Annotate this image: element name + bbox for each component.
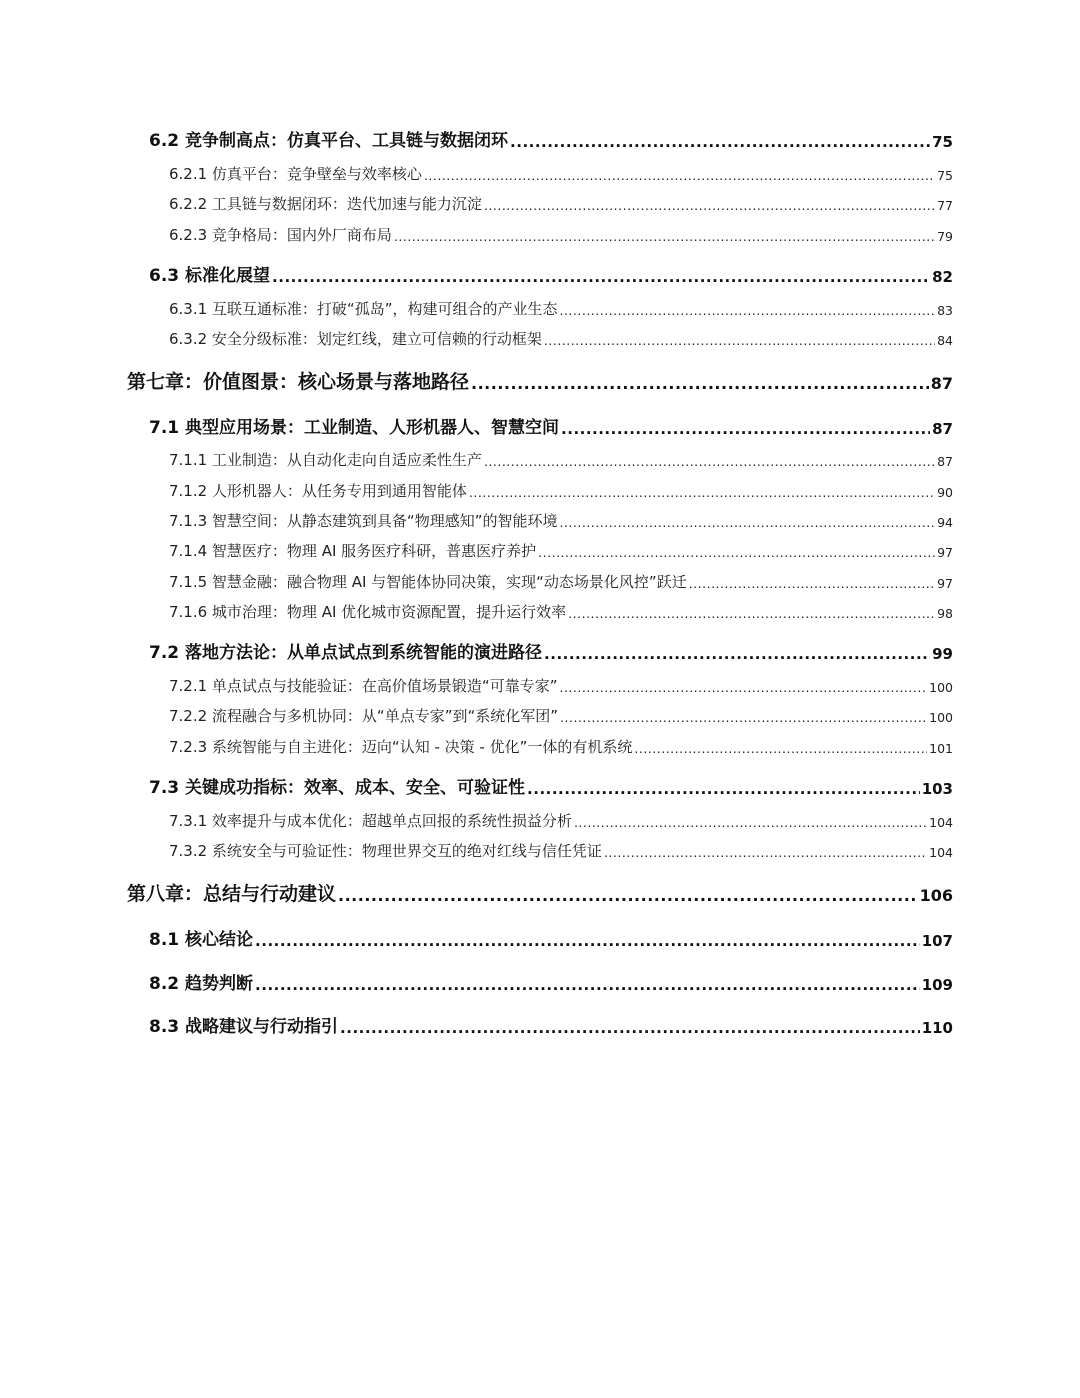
toc-entry [149,132,953,152]
toc-entry-page: 103 [921,780,953,799]
toc-entry [169,843,953,860]
toc-entry-page: 83 [937,302,953,318]
toc-entry-title: 7.1.1 工业制造：从自动化走向自适应柔性生产 [169,451,482,469]
toc-entry-page: 110 [921,1019,953,1038]
toc-entry [149,644,953,664]
toc-entry-page: 79 [937,228,953,244]
toc-entry [127,884,953,906]
toc-entry-title: 6.3.1 互联互通标准：打破“孤岛”，构建可组合的产业生态 [169,300,558,318]
toc-entry-page: 100 [929,679,953,695]
toc-entry [169,604,953,621]
toc-entry [169,543,953,560]
toc-entry-title: 7.3.1 效率提升与成本优化：超越单点回报的系统性损益分析 [169,812,572,830]
toc-leader-dots [484,199,935,213]
toc-entry-title: 7.3 关键成功指标：效率、成本、安全、可验证性 [149,778,526,798]
toc-entry [169,227,953,244]
toc-entry-page: 104 [929,814,953,830]
toc-entry-page: 87 [932,420,953,439]
toc-entry-title: 7.1.5 智慧金融：融合物理 AI 与智能体协同决策，实现“动态场景化风控”跃迁 [169,573,687,591]
toc-entry-page: 84 [937,332,953,348]
toc-entry-page: 109 [921,976,953,995]
toc-entry-title: 7.1.4 智慧医疗：物理 AI 服务医疗科研，普惠医疗养护 [169,542,537,560]
toc-entry [127,372,953,394]
toc-leader-dots [559,304,935,318]
toc-entry-page: 98 [937,605,953,621]
toc-leader-dots [484,455,935,469]
toc-leader-dots [424,169,935,183]
toc-entry [169,813,953,830]
toc-entry-title: 7.2.3 系统智能与自主进化：迈向“认知 - 决策 - 优化”一体的有机系统 [169,738,633,756]
toc-entry-title: 8.1 核心结论 [149,930,254,950]
toc-entry [149,779,953,799]
toc-entry-page: 107 [921,932,953,951]
toc-entry-title: 7.2 落地方法论：从单点试点到系统智能的演进路径 [149,643,543,663]
toc-leader-dots [340,1020,920,1037]
toc-entry-title: 6.2.1 仿真平台：竞争壁垒与效率核心 [169,165,422,183]
toc-entry [169,739,953,756]
toc-entry [169,483,953,500]
toc-entry-page: 97 [937,544,953,560]
toc-entry [169,331,953,348]
toc-entry-page: 106 [919,886,953,906]
toc-entry-page: 104 [929,844,953,860]
toc-leader-dots [568,607,935,621]
toc-entry-title: 6.2.2 工具链与数据闭环：迭代加速与能力沉淀 [169,195,482,213]
toc-entry-page: 77 [937,197,953,213]
toc-entry-title: 8.2 趋势判断 [149,974,254,994]
toc-leader-dots [561,421,930,438]
toc-leader-dots [544,646,930,663]
toc-entry-title: 6.2.3 竞争格局：国内外厂商布局 [169,226,392,244]
toc-entry-title: 第七章：价值图景：核心场景与落地路径 [127,371,470,393]
toc-leader-dots [394,230,935,244]
toc-entry-page: 97 [937,575,953,591]
toc-entry [149,975,953,995]
toc-entry [149,1018,953,1038]
toc-entry-page: 82 [932,268,953,287]
toc-leader-dots [559,681,927,695]
toc-entry-title: 8.3 战略建议与行动指引 [149,1017,339,1037]
toc-leader-dots [510,134,930,151]
toc-entry [149,931,953,951]
toc-leader-dots [255,977,920,994]
toc-entry [169,574,953,591]
toc-leader-dots [527,781,920,798]
toc-leader-dots [560,711,927,725]
toc-leader-dots [272,269,930,286]
toc-entry-title: 第八章：总结与行动建议 [127,883,337,905]
toc-entry [169,196,953,213]
toc-leader-dots [255,933,920,950]
toc-leader-dots [689,577,935,591]
toc-leader-dots [469,486,935,500]
toc-entry-page: 87 [930,374,953,394]
toc-entry-title: 6.3.2 安全分级标准：划定红线，建立可信赖的行动框架 [169,330,542,348]
toc-entry [169,708,953,725]
toc-entry [169,452,953,469]
toc-entry-page: 99 [932,645,953,664]
toc-entry-title: 7.1.3 智慧空间：从静态建筑到具备“物理感知”的智能环境 [169,512,558,530]
toc-leader-dots [471,375,929,393]
toc-entry [149,267,953,287]
toc-entry [169,301,953,318]
toc-leader-dots [544,334,935,348]
toc-leader-dots [538,546,935,560]
toc-entry [169,678,953,695]
toc-entry-title: 6.2 竞争制高点：仿真平台、工具链与数据闭环 [149,131,509,151]
toc-entry-title: 7.1.2 人形机器人：从任务专用到通用智能体 [169,482,467,500]
toc-entry [149,419,953,439]
toc-entry-page: 94 [937,514,953,530]
toc-entry-page: 90 [937,484,953,500]
toc-entry-title: 7.1.6 城市治理：物理 AI 优化城市资源配置，提升运行效率 [169,603,567,621]
toc-entry-page: 75 [932,133,953,152]
toc-entry-title: 6.3 标准化展望 [149,266,271,286]
toc-entry-title: 7.1 典型应用场景：工业制造、人形机器人、智慧空间 [149,418,560,438]
toc-entry [169,166,953,183]
toc-leader-dots [559,516,935,530]
toc-entry-title: 7.2.1 单点试点与技能验证：在高价值场景锻造“可靠专家” [169,677,558,695]
toc-entry [169,513,953,530]
toc-leader-dots [574,816,927,830]
toc-entry-page: 87 [937,453,953,469]
toc-entry-title: 7.3.2 系统安全与可验证性：物理世界交互的绝对红线与信任凭证 [169,842,602,860]
toc-leader-dots [338,887,918,905]
toc-entry-page: 101 [929,740,953,756]
toc-entry-page: 100 [929,709,953,725]
toc-leader-dots [634,742,927,756]
toc-entry-title: 7.2.2 流程融合与多机协同：从“单点专家”到“系统化军团” [169,707,559,725]
toc-leader-dots [604,846,927,860]
toc-entry-page: 75 [937,167,953,183]
